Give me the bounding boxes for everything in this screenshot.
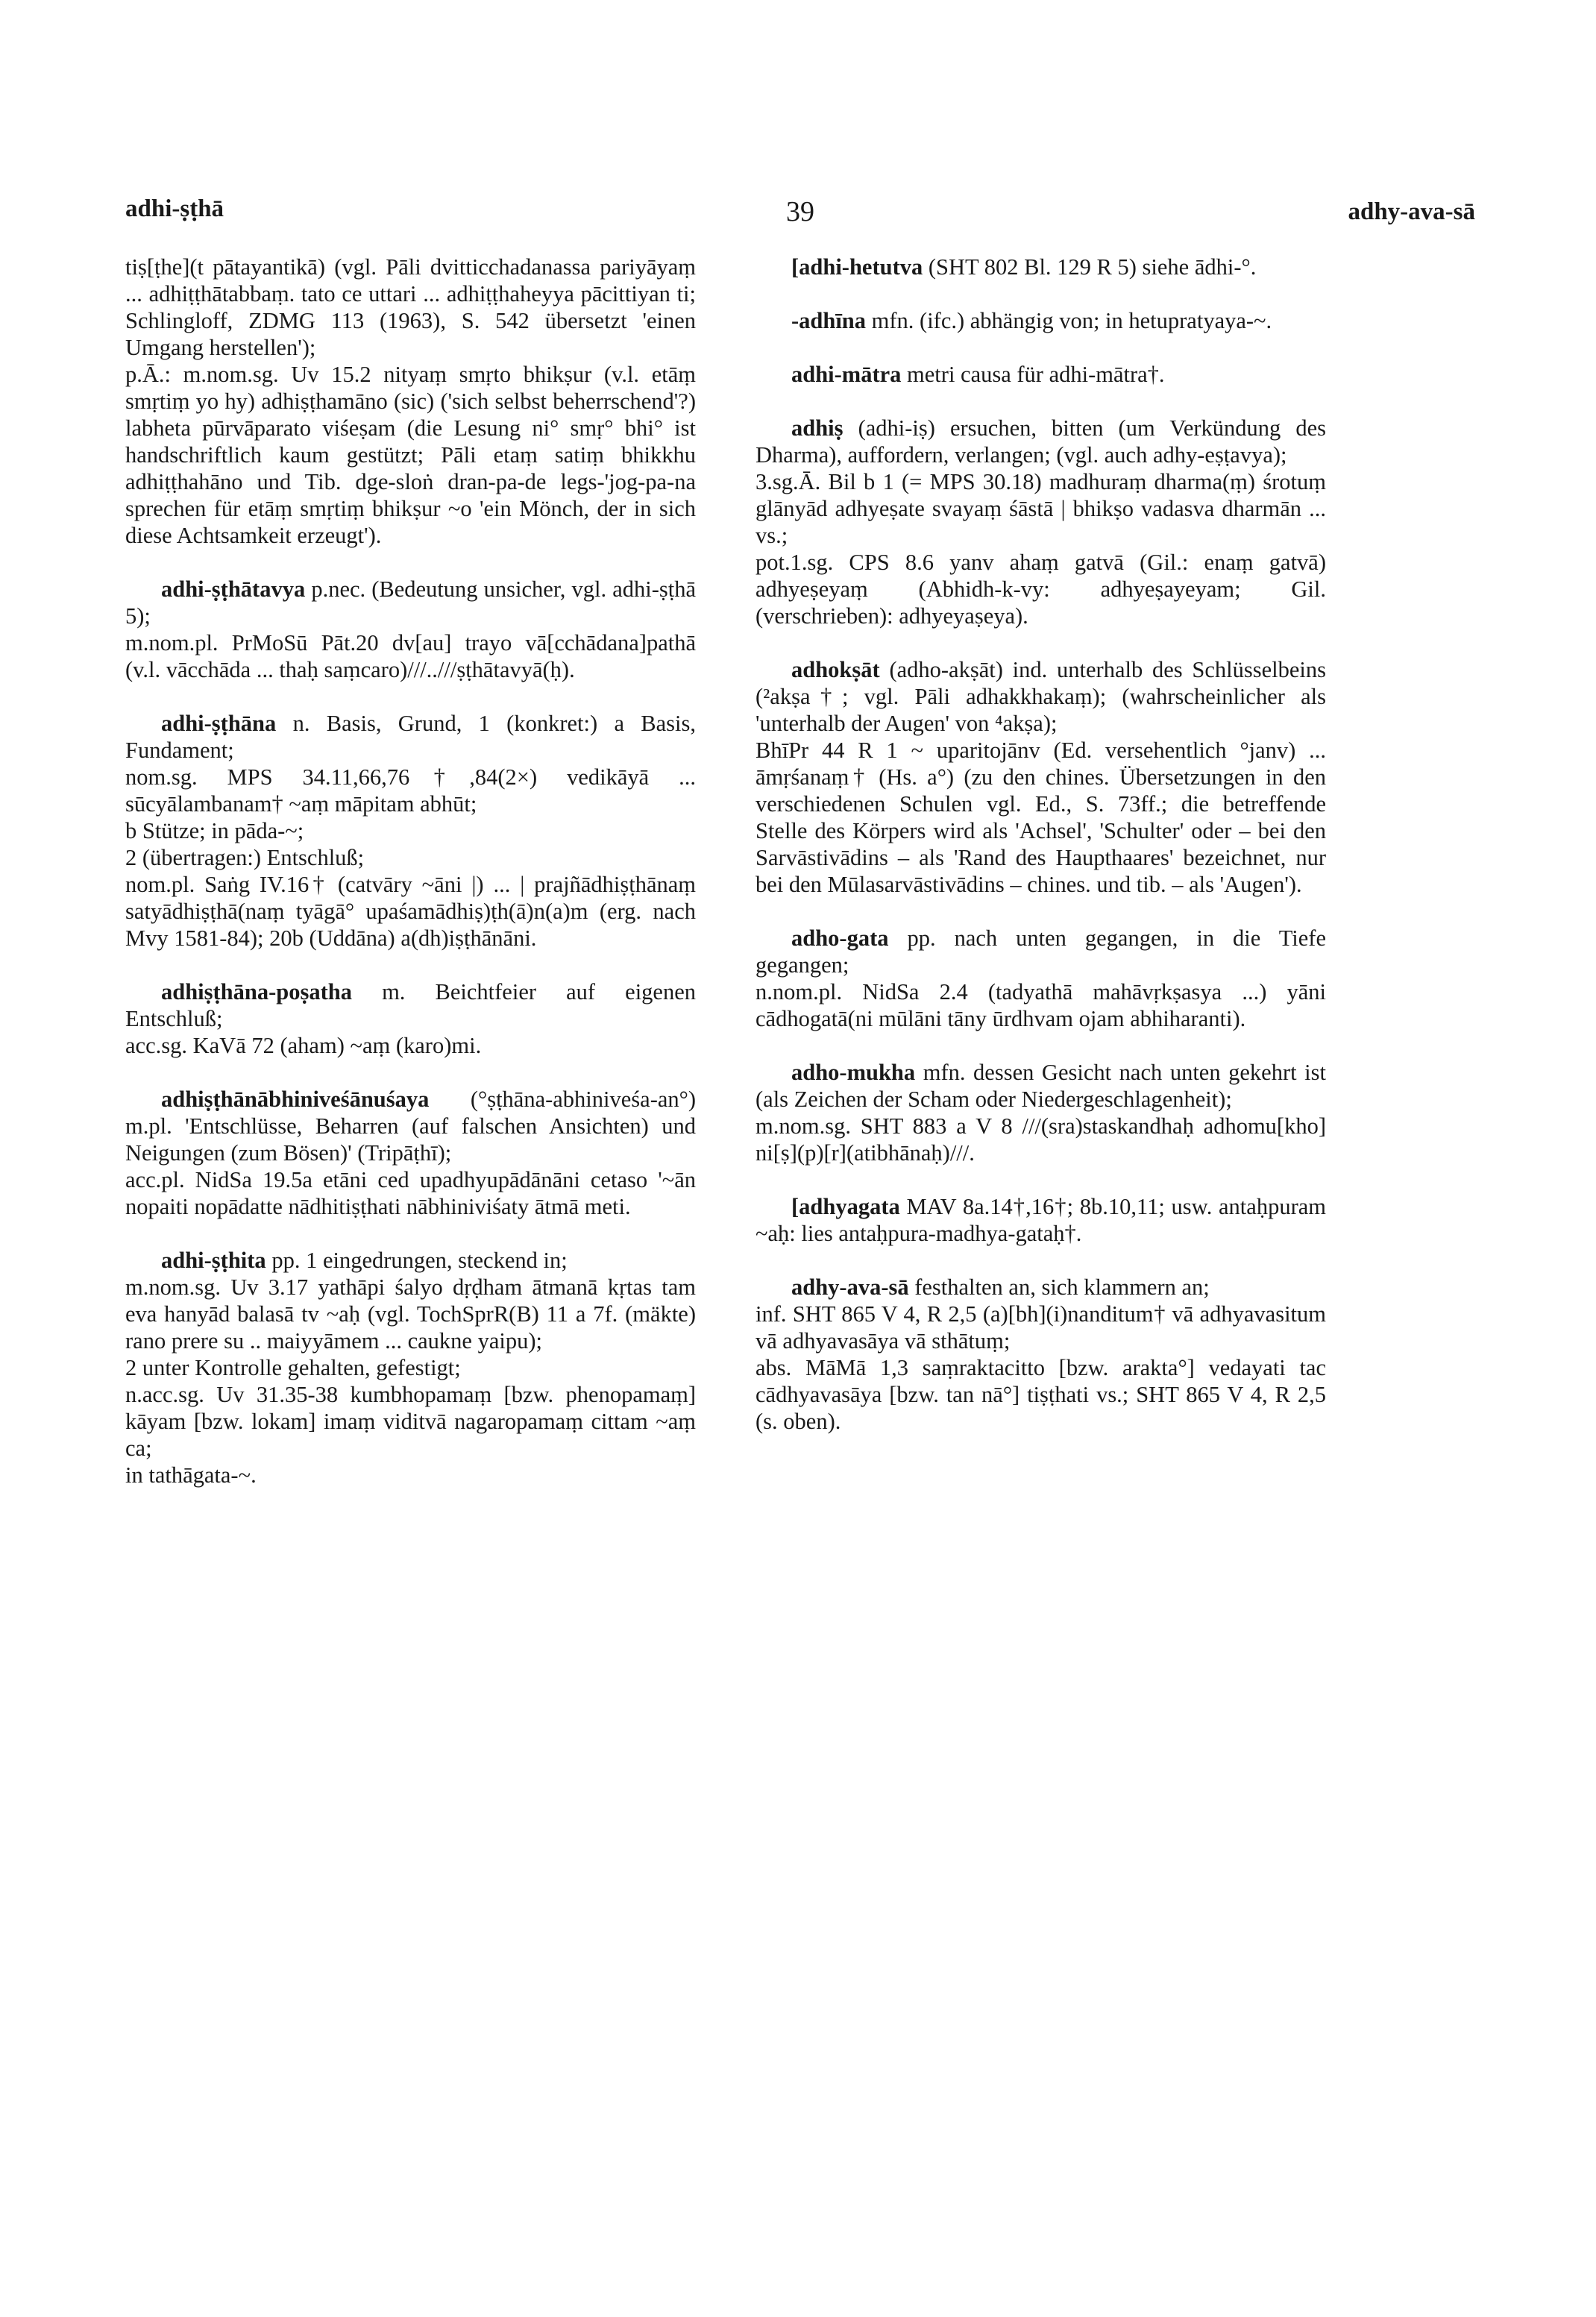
entry-line bbox=[125, 254, 696, 361]
entry-line bbox=[125, 576, 696, 629]
entry-line bbox=[125, 1032, 696, 1059]
entry-line bbox=[755, 978, 1326, 1032]
entry-lemma: adhy-ava-sā bbox=[791, 1274, 909, 1300]
entry-text: (adho-akṣāt) ind. unterhalb des Schlüsselbeins (²akṣa†; vgl. Pāli adhakkhakaṃ); (wahrscheinlicher als 'unterhalb der Augen' von ⁴akṣa); bbox=[755, 657, 1327, 736]
entry-line bbox=[755, 737, 1326, 898]
entry-text: b Stütze; in pāda-~; bbox=[125, 818, 304, 843]
entry-text: tiṣ[ṭhe](t pātayantikā) (vgl. Pāli dvitticchadanassa pariyāyaṃ ... adhiṭṭhātabbaṃ. tato ce uttari ... adhiṭṭhaheyya pācittiyan ti; Schlingloff, ZDMG 113 (1963), S. 542 übersetzt 'einen Umgang herstellen'); bbox=[125, 254, 696, 360]
entry-text: metri causa für adhi-mātra†. bbox=[907, 362, 1165, 387]
entry-lemma: [adhyagata bbox=[791, 1194, 900, 1219]
entry-text: 3.sg.Ā. Bil b 1 (= MPS 30.18) madhuraṃ dharma(ṃ) śrotuṃ glānyād adhyeṣate svayaṃ śāstā | bhikṣo vadasva dharmān ... vs.; bbox=[755, 469, 1326, 548]
entry-text: p.Ā.: m.nom.sg. Uv 15.2 nityaṃ smṛto bhikṣur (v.l. etāṃ smṛtiṃ yo hy) adhiṣṭhamāno (sic) ('sich selbst beherrschend'?) labheta pūrvāparato viśeṣam (die Lesung ni° smṛ° bhi° ist handschriftlich kaum gestützt; Pāli etaṃ satiṃ bhikkhu adhiṭṭhahāno und Tib. dge-sloṅ dran-pa-de legs-'jog-pa-na sprechen für etāṃ smṛtiṃ bhikṣur ~o 'ein Mönch, der in sich diese Achtsamkeit erzeugt'). bbox=[125, 362, 696, 548]
entry-text: m.nom.pl. PrMoSū Pāt.20 dv[au] trayo vā[cchādana]pathā (v.l. vācchāda ... thaḥ saṃcaro)///..///ṣṭhātavyā(ḥ). bbox=[125, 630, 696, 682]
entry-text: mfn. (ifc.) abhängig von; in hetupratyaya-~. bbox=[871, 308, 1272, 333]
entry-lemma: adho-mukha bbox=[791, 1060, 916, 1085]
dictionary-entry bbox=[755, 361, 1326, 388]
entry-lemma: adhi-ṣṭhātavya bbox=[161, 576, 306, 602]
entry-line bbox=[755, 1274, 1326, 1301]
entry-line bbox=[125, 871, 696, 952]
entry-line bbox=[125, 361, 696, 549]
dictionary-entry bbox=[125, 1086, 696, 1220]
entry-text: (SHT 802 Bl. 129 R 5) siehe ādhi-°. bbox=[928, 254, 1257, 280]
entry-line bbox=[755, 1301, 1326, 1354]
entry-line bbox=[755, 307, 1326, 334]
header-left-guideword: adhi-ṣṭhā bbox=[125, 195, 224, 222]
entry-line bbox=[125, 1274, 696, 1354]
dictionary-entry bbox=[755, 254, 1326, 280]
entry-lemma: adhi-ṣṭhita bbox=[161, 1248, 266, 1273]
entry-lemma: [adhi-hetutva bbox=[791, 254, 923, 280]
entry-line bbox=[125, 844, 696, 871]
entry-line bbox=[755, 1059, 1326, 1113]
right-column bbox=[755, 254, 1326, 1462]
entry-text: pot.1.sg. CPS 8.6 yanv ahaṃ gatvā (Gil.: enaṃ gatvā) adhyeṣeyaṃ (Abhidh-k-vy: adhyeṣayeyam; Gil. (verschrieben): adhyeyaṣeya). bbox=[755, 550, 1326, 629]
dictionary-entry bbox=[755, 1059, 1326, 1166]
entry-line bbox=[125, 1086, 696, 1166]
entry-lemma: adhi-mātra bbox=[791, 362, 902, 387]
entry-text: MAV 8a.14†,16†; 8b.10,11; usw. antaḥpuram ~aḥ: lies antaḥpura-madhya-gataḥ†. bbox=[755, 1194, 1326, 1246]
entry-line bbox=[755, 254, 1326, 280]
header-right-guideword: adhy-ava-sā bbox=[1348, 198, 1475, 225]
entry-text: in tathāgata-~. bbox=[125, 1462, 257, 1488]
dictionary-entry bbox=[125, 576, 696, 683]
entry-text: m. Beichtfeier auf eigenen Entschluß; bbox=[125, 979, 697, 1031]
entry-lemma: adhiṣṭhānābhiniveśānuśaya bbox=[161, 1087, 430, 1112]
dictionary-entry bbox=[755, 1193, 1326, 1247]
entry-text: n.nom.pl. NidSa 2.4 (tadyathā mahāvṛkṣasya ...) yāni cādhogatā(ni mūlāni tāny ūrdhvam ojam abhiharanti). bbox=[755, 979, 1326, 1031]
entry-line bbox=[755, 925, 1326, 978]
entry-line bbox=[125, 1247, 696, 1274]
entry-text: n. Basis, Grund, 1 (konkret:) a Basis, Fundament; bbox=[125, 711, 696, 763]
entry-line bbox=[125, 1354, 696, 1381]
entry-line bbox=[125, 710, 696, 764]
entry-text: nom.pl. Saṅg IV.16† (catvāry ~āni |) ... | prajñādhiṣṭhānaṃ satyādhiṣṭhā(naṃ tyāgā° upaśamādhiṣ)ṭh(ā)n(a)m (erg. nach Mvy 1581-84); 20b (Uddāna) a(dh)iṣṭhānāni. bbox=[125, 872, 696, 951]
running-header bbox=[125, 195, 1475, 233]
entry-text: pp. 1 eingedrungen, steckend in; bbox=[271, 1248, 568, 1273]
entry-line bbox=[755, 1113, 1326, 1166]
entry-lemma: adho-gata bbox=[791, 925, 889, 951]
entry-line bbox=[125, 629, 696, 683]
entry-text: BhīPr 44 R 1 ~ uparitojānv (Ed. versehentlich °janv) ... āmṛśanaṃ† (Hs. a°) (zu den chines. Übersetzungen in den verschiedenen Schulen vgl. Ed., S. 73ff.; die betreffende Stelle des Körpers wird als 'Achsel', 'Schulter' oder – bei den Sarvāstivādins – als 'Rand des Haupthaares' bezeichnet, nur bei den Mūlasarvāstivādins – chines. und tib. – als 'Augen'). bbox=[755, 738, 1326, 897]
page-number: 39 bbox=[786, 196, 814, 227]
entry-text: acc.pl. NidSa 19.5a etāni ced upadhyupādānāni cetaso '~ān nopaiti nopādatte nādhitiṣṭhati nābhiniviśaty ātmā meti. bbox=[125, 1167, 696, 1219]
entry-text: (adhi-iṣ) ersuchen, bitten (um Verkündung des Dharma), auffordern, verlangen; (vgl. auch adhy-eṣṭavya); bbox=[755, 415, 1327, 468]
entry-line bbox=[755, 1354, 1326, 1435]
entry-line bbox=[755, 656, 1326, 737]
left-column bbox=[125, 254, 696, 1515]
entry-lemma: adhiṣṭhāna-poṣatha bbox=[161, 979, 352, 1005]
dictionary-entry bbox=[125, 978, 696, 1059]
dictionary-entry bbox=[125, 254, 696, 549]
entry-lemma: adhokṣāt bbox=[791, 657, 880, 682]
entry-text: 2 unter Kontrolle gehalten, gefestigt; bbox=[125, 1355, 461, 1380]
entry-text: m.nom.sg. SHT 883 a V 8 ///(sra)staskandhaḥ adhomu[kho] ni[ṣ](p)[r](atibhānaḥ)///. bbox=[755, 1113, 1326, 1166]
entry-text: abs. MāMā 1,3 saṃraktacitto [bzw. arakta°] vedayati tac cādhyavasāya [bzw. tan nā°] tiṣṭhati vs.; SHT 865 V 4, R 2,5 (s. oben). bbox=[755, 1355, 1326, 1434]
entry-line bbox=[755, 415, 1326, 468]
dictionary-entry bbox=[755, 925, 1326, 1032]
entry-line bbox=[755, 1193, 1326, 1247]
entry-line bbox=[755, 361, 1326, 388]
entry-line bbox=[755, 549, 1326, 629]
entry-text: acc.sg. KaVā 72 (aham) ~aṃ (karo)mi. bbox=[125, 1033, 482, 1058]
entry-text: m.nom.sg. Uv 3.17 yathāpi śalyo dṛḍham ātmanā kṛtas tam eva hanyād balasā tv ~aḥ (vgl. TochSprR(B) 11 a 7f. (mäkte) rano prere su .. maiyyāmem ... caukne yaipu); bbox=[125, 1274, 696, 1354]
entry-text: festhalten an, sich klammern an; bbox=[914, 1274, 1210, 1300]
entry-line bbox=[125, 1462, 696, 1488]
dictionary-entry bbox=[125, 710, 696, 952]
entry-text: pp. nach unten gegangen, in die Tiefe gegangen; bbox=[755, 925, 1326, 978]
entry-text: n.acc.sg. Uv 31.35-38 kumbhopamaṃ [bzw. phenopamaṃ] kāyam [bzw. lokam] imaṃ viditvā nagaropamaṃ cittam ~aṃ ca; bbox=[125, 1382, 696, 1461]
entry-line bbox=[755, 468, 1326, 549]
dictionary-entry bbox=[755, 656, 1326, 898]
dictionary-entry bbox=[755, 307, 1326, 334]
entry-line bbox=[125, 978, 696, 1032]
dictionary-entry bbox=[755, 1274, 1326, 1435]
entry-lemma: -adhīna bbox=[791, 308, 867, 333]
entry-text: (°ṣṭhāna-abhiniveśa-an°) m.pl. 'Entschlüsse, Beharren (auf falschen Ansichten) und Neigungen (zum Bösen)' (Tripāṭhī); bbox=[125, 1087, 696, 1166]
entry-lemma: adhi-ṣṭhāna bbox=[161, 711, 277, 736]
entry-text: mfn. dessen Gesicht nach unten gekehrt ist (als Zeichen der Scham oder Niedergeschlagenheit); bbox=[755, 1060, 1326, 1112]
entry-line bbox=[125, 1166, 696, 1220]
dictionary-entry bbox=[755, 415, 1326, 629]
entry-text: inf. SHT 865 V 4, R 2,5 (a)[bh](i)nanditum† vā adhyavasitum vā adhyavasāya vā sthātuṃ; bbox=[755, 1301, 1326, 1354]
entry-text: p.nec. (Bedeutung unsicher, vgl. adhi-ṣṭhā 5); bbox=[125, 576, 696, 629]
entry-text: 2 (übertragen:) Entschluß; bbox=[125, 845, 365, 870]
entry-line bbox=[125, 764, 696, 817]
dictionary-entry bbox=[125, 1247, 696, 1488]
entry-line bbox=[125, 817, 696, 844]
entry-line bbox=[125, 1381, 696, 1462]
entry-lemma: adhiṣ bbox=[791, 415, 843, 441]
entry-text: nom.sg. MPS 34.11,66,76†,84(2×) vedikāyā ... sūcyālambanam† ~aṃ māpitam abhūt; bbox=[125, 764, 696, 817]
